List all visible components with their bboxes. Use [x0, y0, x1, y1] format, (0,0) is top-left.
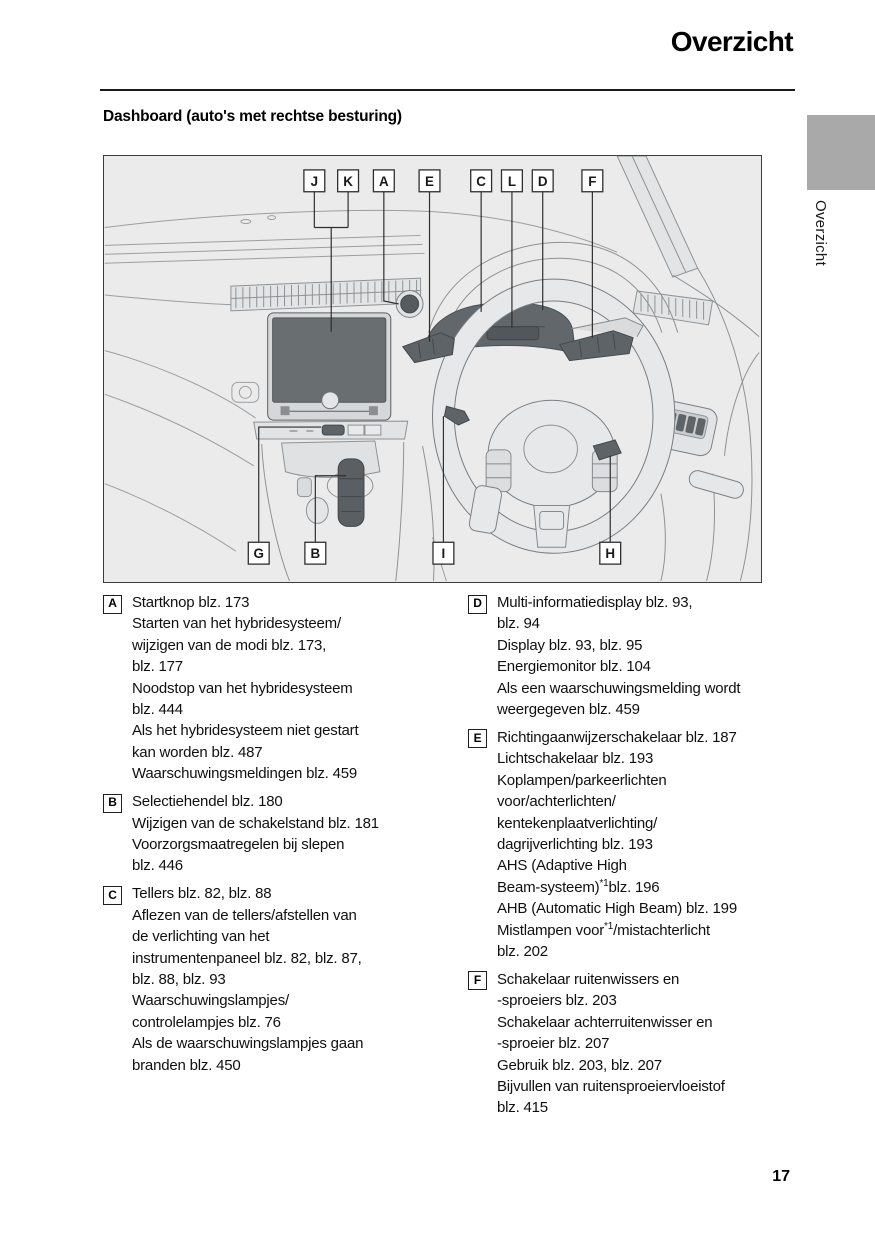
- svg-text:C: C: [476, 173, 486, 189]
- legend: [103, 592, 813, 1125]
- page-title: Overzicht: [670, 26, 793, 57]
- svg-text:B: B: [310, 546, 321, 562]
- item-letter-badge: A: [103, 595, 122, 614]
- svg-text:I: I: [441, 546, 446, 562]
- legend-right-column: [468, 592, 813, 1125]
- legend-line: Beam-systeem)$^{*1}$blz. 196: [497, 877, 660, 896]
- svg-text:H: H: [605, 546, 616, 562]
- dashboard-illustration: [103, 155, 762, 583]
- below-screen-controls: [254, 421, 408, 439]
- dashboard-diagram: [104, 156, 760, 581]
- legend-line: voor/achterlichten/: [497, 793, 616, 811]
- item-letter-badge: F: [468, 971, 487, 990]
- svg-text:D: D: [537, 173, 548, 189]
- legend-line: blz. 446: [132, 857, 183, 875]
- item-letter-badge: E: [468, 729, 487, 748]
- legend-line: blz. 202: [497, 943, 548, 960]
- legend-line: Schakelaar ruitenwissers en: [497, 970, 680, 988]
- chapter-tab: [807, 115, 875, 190]
- legend-line: Voorzorgsmaatregelen bij slepen: [132, 835, 345, 853]
- legend-line: -sproeiers blz. 203: [497, 992, 617, 1010]
- legend-line: Multi-informatiedisplay blz. 93,: [497, 594, 693, 611]
- legend-item-f: [468, 969, 813, 1119]
- legend-line: blz. 88, blz. 93: [132, 970, 226, 988]
- callout-b: [305, 542, 326, 564]
- legend-line: blz. 415: [497, 1099, 548, 1117]
- legend-line: Wijzigen van de schakelstand blz. 181: [132, 814, 379, 832]
- legend-item-b: [103, 791, 455, 877]
- svg-text:L: L: [507, 173, 517, 189]
- legend-line: Lichtschakelaar blz. 193: [497, 750, 654, 768]
- legend-line: -sproeier blz. 207: [497, 1035, 610, 1053]
- legend-line: Waarschuwingslampjes/: [132, 992, 289, 1010]
- legend-line: AHS (Adaptive High: [497, 857, 627, 875]
- legend-line: Display blz. 93, blz. 95: [497, 636, 643, 654]
- legend-line: Bijvullen van ruitensproeiervloeistof: [497, 1077, 725, 1095]
- callout-f: [582, 170, 603, 192]
- column-top-display: [481, 327, 545, 340]
- legend-item-c: [103, 883, 455, 1076]
- legend-line: Mistlampen voor$^{*1}$/mistachterlicht: [497, 920, 710, 939]
- callout-a: [373, 170, 394, 192]
- legend-line: instrumentenpaneel blz. 82, blz. 87,: [132, 949, 362, 967]
- legend-line: blz. 177: [132, 658, 183, 676]
- legend-line: branden blz. 450: [132, 1056, 241, 1074]
- legend-line: blz. 444: [132, 701, 183, 719]
- chapter-tab-label: Overzicht: [812, 200, 829, 267]
- svg-text:J: J: [310, 173, 319, 189]
- legend-item-a: [103, 592, 455, 785]
- title-rule: [100, 89, 795, 91]
- legend-line: Als het hybridesysteem niet gestart: [132, 722, 359, 740]
- legend-line: Richtingaanwijzerschakelaar blz. 187: [497, 728, 737, 746]
- page-number: 17: [772, 1168, 790, 1185]
- legend-line: Aflezen van de tellers/afstellen van: [132, 906, 357, 924]
- legend-line: de verlichting van het: [132, 928, 270, 946]
- callout-k: [338, 170, 359, 192]
- callout-d: [532, 170, 553, 192]
- shift-lever: [338, 459, 364, 527]
- legend-line: controlelampjes blz. 76: [132, 1013, 281, 1031]
- legend-line: Als een waarschuwingsmelding wordt: [497, 679, 741, 697]
- legend-line: Schakelaar achterruitenwisser en: [497, 1013, 713, 1031]
- callout-e: [419, 170, 440, 192]
- callout-h: [600, 542, 621, 564]
- legend-line: dagrijverlichting blz. 193: [497, 835, 653, 853]
- start-button: [396, 291, 423, 318]
- legend-line: kan worden blz. 487: [132, 743, 263, 761]
- callout-j: [304, 170, 325, 192]
- svg-text:K: K: [343, 173, 353, 189]
- item-letter-badge: D: [468, 595, 487, 614]
- legend-line: Noodstop van het hybridesysteem: [132, 679, 353, 697]
- item-letter-badge: C: [103, 886, 122, 905]
- svg-text:G: G: [253, 546, 264, 562]
- callout-c: [471, 170, 492, 192]
- legend-line: weergegeven blz. 459: [497, 701, 640, 719]
- legend-line: Als de waarschuwingslampjes gaan: [132, 1035, 364, 1053]
- legend-line: Waarschuwingsmeldingen blz. 459: [132, 765, 358, 783]
- callout-l: [502, 170, 523, 192]
- legend-line: wijzigen van de modi blz. 173,: [132, 636, 327, 654]
- legend-line: Tellers blz. 82, blz. 88: [132, 885, 272, 903]
- legend-line: Startknop blz. 173: [132, 594, 250, 611]
- legend-item-d: [468, 592, 813, 720]
- legend-line: Gebruik blz. 203, blz. 207: [497, 1056, 662, 1074]
- legend-item-e: [468, 727, 813, 962]
- legend-line: blz. 94: [497, 615, 540, 633]
- touchscreen-display: [268, 313, 391, 420]
- item-letter-badge: B: [103, 794, 122, 813]
- legend-line: Koplampen/parkeerlichten: [497, 771, 667, 789]
- legend-line: Starten van het hybridesysteem/: [132, 615, 341, 633]
- callout-i: [433, 542, 454, 564]
- svg-text:A: A: [379, 173, 389, 189]
- legend-line: kentekenplaatverlichting/: [497, 814, 658, 832]
- legend-left-column: [103, 592, 455, 1125]
- callout-g: [248, 542, 269, 564]
- svg-text:F: F: [588, 173, 597, 189]
- legend-line: Energiemonitor blz. 104: [497, 658, 651, 676]
- legend-line: AHB (Automatic High Beam) blz. 199: [497, 900, 737, 918]
- svg-text:E: E: [425, 173, 434, 189]
- legend-line: Selectiehendel blz. 180: [132, 793, 283, 811]
- section-heading: Dashboard (auto's met rechtse besturing): [103, 108, 402, 125]
